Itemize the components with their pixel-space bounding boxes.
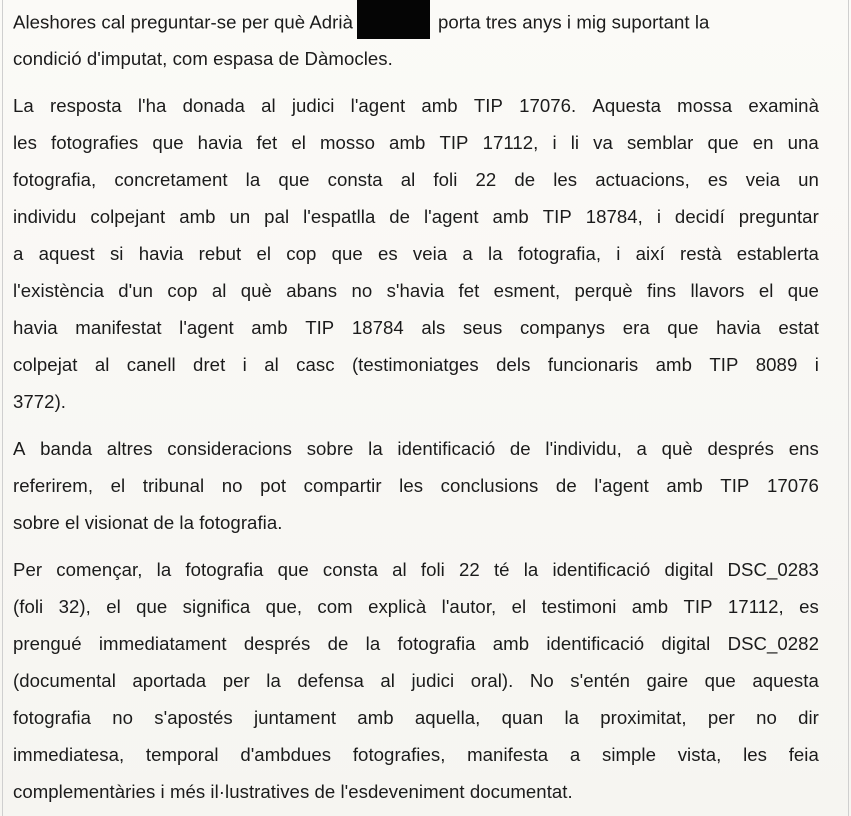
document-word: de — [327, 633, 349, 654]
document-word: Aquesta — [592, 95, 661, 116]
document-word: fotografia — [397, 633, 476, 654]
document-word: i — [656, 206, 661, 227]
document-word: amb — [666, 475, 703, 496]
document-word: estat — [778, 317, 819, 338]
document-word: al — [211, 280, 227, 301]
document-word: 18784 — [351, 317, 404, 338]
document-line-01 — [13, 8, 819, 39]
document-word: als — [421, 317, 446, 338]
document-line-04 — [13, 131, 819, 155]
document-word: fotografia — [185, 559, 264, 580]
document-word: identificació — [397, 438, 496, 459]
document-word: a — [13, 243, 24, 264]
document-word: les — [399, 475, 424, 496]
document-word: dret — [193, 354, 226, 375]
document-line-14: sobre el visionat de la fotografia. — [13, 512, 283, 533]
document-word: l'ha — [137, 95, 167, 116]
document-word: aquest — [38, 243, 95, 264]
document-word: immediatament — [98, 633, 227, 654]
document-word: que — [136, 596, 168, 617]
document-word: dels — [496, 354, 531, 375]
document-line-12 — [13, 437, 819, 461]
document-word: de — [514, 169, 536, 190]
document-word: la — [488, 243, 503, 264]
document-word: feia — [788, 744, 819, 765]
document-line-19 — [13, 706, 819, 730]
document-word: pot — [260, 475, 287, 496]
document-line-07 — [13, 242, 819, 266]
document-word: la — [365, 633, 381, 654]
document-word: que — [707, 132, 739, 153]
document-word: pal — [264, 206, 290, 227]
document-word: oral). — [470, 670, 514, 691]
document-word: té — [493, 559, 510, 580]
document-word: cop — [286, 243, 317, 264]
document-word: el — [291, 132, 306, 153]
document-word: la — [523, 559, 539, 580]
document-line-17 — [13, 632, 819, 656]
document-word: l'agent — [179, 317, 234, 338]
document-word: i — [242, 354, 247, 375]
document-word: Per — [13, 559, 43, 580]
document-word: la — [564, 707, 580, 728]
document-word: al — [400, 169, 416, 190]
document-word: a — [636, 438, 647, 459]
document-line-10 — [13, 353, 819, 377]
document-word: TIP — [473, 95, 503, 116]
document-word: TIP — [683, 596, 713, 617]
document-word: el — [106, 596, 121, 617]
document-word: havia — [138, 243, 184, 264]
document-word: abans — [286, 280, 338, 301]
document-word: amb — [631, 596, 669, 617]
document-word: 18784, — [585, 206, 643, 227]
document-word: identificació — [552, 559, 651, 580]
document-word: consideracions — [167, 438, 292, 459]
document-word: que — [667, 317, 699, 338]
document-word: significa — [182, 596, 251, 617]
document-word: cop — [167, 280, 198, 301]
document-word: consta — [327, 169, 383, 190]
document-word: no — [221, 475, 243, 496]
document-word: al — [261, 95, 276, 116]
document-word: havia — [716, 317, 761, 338]
document-word: prengué — [13, 633, 82, 654]
document-word: aquella, — [414, 707, 481, 728]
document-word: d'un — [118, 280, 154, 301]
document-word: que — [787, 280, 819, 301]
document-word: d'ambdues — [240, 744, 332, 765]
document-word: (testimoniatges — [351, 354, 479, 375]
document-word: 8089 — [755, 354, 798, 375]
document-word: 17076. — [519, 95, 577, 116]
document-word: 32), — [58, 596, 91, 617]
document-word: a — [569, 744, 581, 765]
document-word: juntament — [253, 707, 337, 728]
document-word: al — [264, 354, 279, 375]
document-word: l'existència — [13, 280, 104, 301]
document-word: l'autor, — [441, 596, 497, 617]
document-word: judici — [291, 95, 335, 116]
document-word: donada — [182, 95, 245, 116]
document-word: li — [570, 132, 580, 153]
document-word: referirem, — [13, 475, 94, 496]
document-word: digital — [661, 633, 711, 654]
document-word: s'apostés — [154, 707, 233, 728]
document-line-06 — [13, 205, 819, 229]
document-word: i — [616, 243, 621, 264]
document-word: es — [377, 243, 398, 264]
document-word: colpejat — [13, 354, 78, 375]
document-word: restà — [680, 243, 722, 264]
document-word: a — [462, 243, 473, 264]
document-word: que — [331, 243, 363, 264]
document-word: la — [156, 559, 172, 580]
document-line-18 — [13, 669, 819, 693]
document-word: fotografia — [13, 707, 92, 728]
document-word: explicà — [368, 596, 427, 617]
document-word: amb — [492, 206, 529, 227]
document-word: identificació — [546, 633, 645, 654]
document-word: 17112, — [482, 132, 539, 153]
document-word: banda — [40, 438, 93, 459]
document-word: l'individu, — [545, 438, 622, 459]
document-word: TIP — [542, 206, 572, 227]
document-word: després — [243, 633, 311, 654]
document-word: fet — [256, 132, 278, 153]
document-word: testimoni — [541, 596, 617, 617]
document-word: un — [229, 206, 251, 227]
document-word: què — [661, 438, 693, 459]
document-word: preguntar — [738, 206, 819, 227]
document-word: la — [266, 670, 281, 691]
scan-right-edge — [848, 0, 849, 816]
document-word: aportada — [132, 670, 207, 691]
document-word: individu — [13, 206, 77, 227]
document-word: i — [814, 354, 819, 375]
document-word: amb — [421, 95, 458, 116]
document-word: de — [509, 438, 531, 459]
document-word: esment, — [493, 280, 561, 301]
document-word: casc — [296, 354, 335, 375]
document-word: A — [13, 438, 26, 459]
document-word: per — [707, 707, 735, 728]
document-word: amb — [389, 132, 426, 153]
document-word: proximitat, — [600, 707, 687, 728]
document-word: canell — [126, 354, 176, 375]
document-word: de — [555, 475, 577, 496]
document-word: quan — [501, 707, 544, 728]
document-word: no — [756, 707, 777, 728]
document-line-05 — [13, 168, 819, 192]
document-word: fotografia, — [13, 169, 97, 190]
document-line-08 — [13, 279, 819, 303]
document-word: s'entén — [570, 670, 630, 691]
document-word: aquesta — [752, 670, 819, 691]
document-word: les — [743, 744, 767, 765]
document-word: mosso — [319, 132, 375, 153]
document-word: TIP — [305, 317, 335, 338]
document-word: funcionaris — [547, 354, 639, 375]
document-word: amb — [357, 707, 394, 728]
document-word: què — [240, 280, 272, 301]
document-word: decidí — [674, 206, 725, 227]
document-word: DSC_0283 — [727, 559, 819, 580]
document-word: era — [622, 317, 650, 338]
document-word: i — [552, 132, 557, 153]
document-word: judici — [411, 670, 455, 691]
document-word: veia — [412, 243, 448, 264]
document-word: un — [798, 169, 819, 190]
document-word: fins — [647, 280, 677, 301]
document-word: es — [707, 169, 728, 190]
document-word: l'espatlla — [303, 206, 376, 227]
document-word: no — [112, 707, 134, 728]
document-word: rebut — [198, 243, 242, 264]
document-word: (foli — [13, 596, 44, 617]
document-line-21: complementàries i més il·lustratives de l'esdeveniment documentat. — [13, 781, 573, 802]
document-word: que — [704, 670, 736, 691]
document-word: així — [635, 243, 665, 264]
document-word: les — [13, 132, 37, 153]
document-word: que — [277, 559, 309, 580]
document-word: el — [758, 280, 774, 301]
document-word: el — [256, 243, 272, 264]
document-word: foli — [420, 559, 445, 580]
document-word: fet — [458, 280, 480, 301]
document-line-20 — [13, 743, 819, 767]
document-word: 17076 — [766, 475, 819, 496]
document-word: fotografies, — [352, 744, 446, 765]
document-word: havia — [13, 317, 58, 338]
document-word: La — [13, 95, 34, 116]
document-line-15 — [13, 558, 819, 582]
document-word: amb — [251, 317, 288, 338]
document-word: sobre — [306, 438, 354, 459]
document-word: (documental — [13, 670, 116, 691]
document-word: 22 — [459, 559, 480, 580]
document-word: immediatesa, — [13, 744, 125, 765]
redaction-block — [357, 0, 430, 39]
document-word: si — [109, 243, 124, 264]
document-word: digital — [664, 559, 714, 580]
document-word: veia — [745, 169, 781, 190]
document-word: el — [110, 475, 126, 496]
document-word: simple — [601, 744, 656, 765]
document-line-03 — [13, 94, 819, 118]
document-word: el — [511, 596, 527, 617]
document-word: companys — [519, 317, 606, 338]
document-word: altres — [106, 438, 153, 459]
document-word: semblar — [626, 132, 694, 153]
document-word: havia — [197, 132, 243, 153]
document-word: amb — [492, 633, 530, 654]
document-word: 22 — [475, 169, 497, 190]
document-word: TIP — [439, 132, 469, 153]
document-word: gaire — [646, 670, 689, 691]
document-word: manifesta — [467, 744, 549, 765]
document-word: amb — [655, 354, 692, 375]
document-word: llavors — [690, 280, 745, 301]
document-word: es — [799, 596, 819, 617]
document-word: les — [553, 169, 578, 190]
document-word: al — [380, 670, 395, 691]
document-word: la — [368, 438, 383, 459]
document-word: resposta — [49, 95, 122, 116]
document-word: amb — [179, 206, 216, 227]
document-line-02: condició d'imputat, com espasa de Dàmocles. — [13, 48, 393, 69]
document-word: fotografies — [50, 132, 139, 153]
scan-left-edge — [2, 0, 3, 816]
document-word: que — [278, 169, 310, 190]
document-word: l'agent — [594, 475, 649, 496]
document-word: de — [389, 206, 411, 227]
document-word: fotografia, — [517, 243, 602, 264]
document-word: mossa — [677, 95, 733, 116]
document-word: una — [787, 132, 819, 153]
document-word: com — [317, 596, 353, 617]
document-word: ens — [788, 438, 819, 459]
document-word: manifestat — [75, 317, 162, 338]
document-word: TIP — [709, 354, 739, 375]
document-word: al — [94, 354, 110, 375]
document-word: no — [351, 280, 373, 301]
document-word: l'agent — [350, 95, 406, 116]
document-word: començar, — [56, 559, 143, 580]
document-word: la — [245, 169, 261, 190]
document-word: examinà — [748, 95, 819, 116]
document-word: perquè — [574, 280, 633, 301]
document-word: que, — [265, 596, 303, 617]
document-word: actuacions, — [595, 169, 690, 190]
document-line-01-before-redaction: Aleshores cal preguntar-se per què Adrià — [13, 11, 353, 33]
document-line-11: 3772). — [13, 391, 67, 412]
document-word: va — [593, 132, 613, 153]
document-word: l'agent — [423, 206, 479, 227]
document-line-16 — [13, 595, 819, 619]
document-word: No — [529, 670, 554, 691]
document-word: 17112, — [727, 596, 784, 617]
document-word: vista, — [677, 744, 722, 765]
document-word: per — [222, 670, 250, 691]
document-line-13 — [13, 474, 819, 498]
document-word: tribunal — [142, 475, 205, 496]
document-word: establerta — [736, 243, 819, 264]
document-word: foli — [433, 169, 458, 190]
document-line-09 — [13, 316, 819, 340]
document-line-01-after-redaction: porta tres anys i mig suportant la — [437, 11, 710, 33]
document-word: dir — [798, 707, 819, 728]
document-word: compartir — [303, 475, 382, 496]
document-word: defensa — [297, 670, 364, 691]
document-word: colpejant — [90, 206, 166, 227]
document-word: temporal — [145, 744, 219, 765]
document-word: DSC_0282 — [727, 633, 819, 654]
document-word: en — [752, 132, 774, 153]
document-word: seus — [462, 317, 503, 338]
document-word: després — [707, 438, 774, 459]
document-word: conclusions — [440, 475, 539, 496]
document-word: consta — [322, 559, 378, 580]
document-word: concretament — [114, 169, 228, 190]
document-word: al — [392, 559, 407, 580]
document-word: TIP — [720, 475, 750, 496]
document-word: que — [152, 132, 184, 153]
document-word: s'havia — [386, 280, 445, 301]
